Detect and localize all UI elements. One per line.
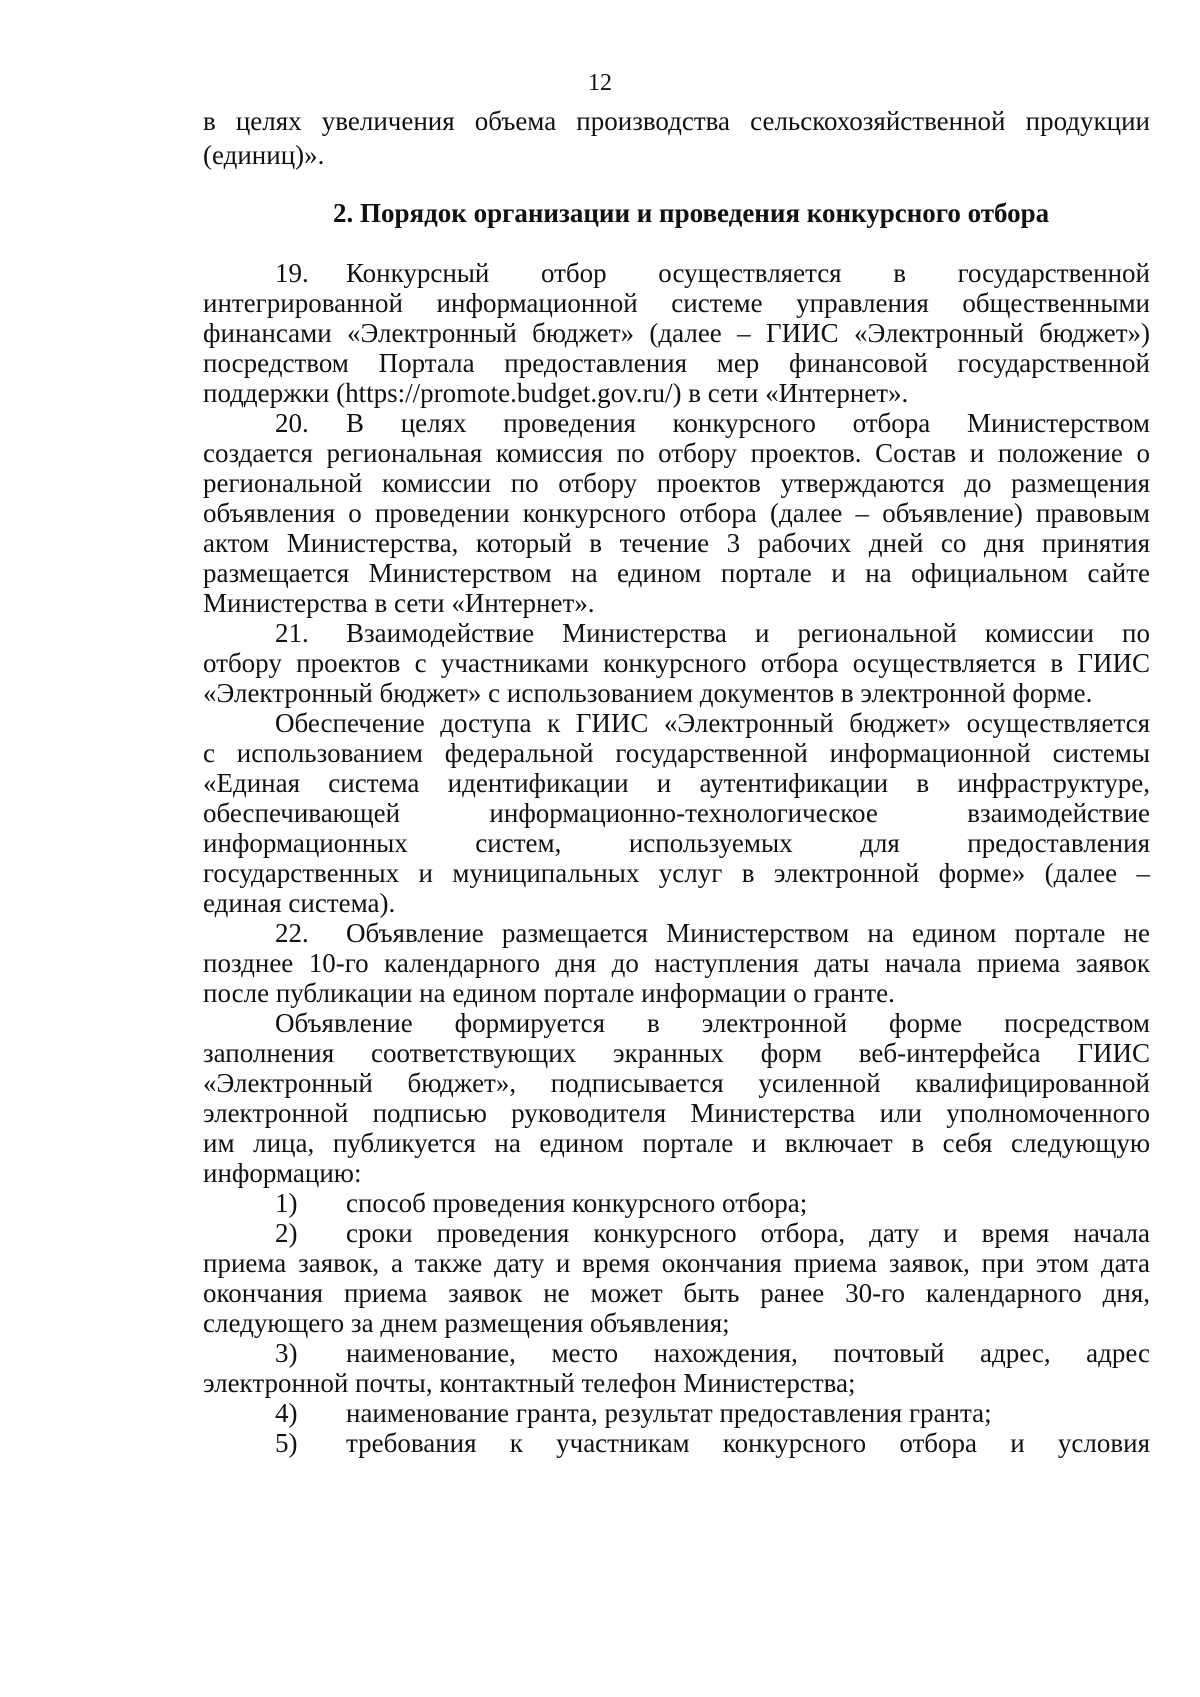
list-item-text: требования к участникам конкурсного отбора и условия xyxy=(346,1428,1150,1458)
text-line: региональной комиссии по отбору проектов утверждаются до размещения xyxy=(203,468,1150,498)
text-line: после публикации на едином портале информации о гранте. xyxy=(203,978,895,1008)
text-line: посредством Портала предоставления мер финансовой государственной xyxy=(203,348,1150,378)
page-number: 12 xyxy=(588,70,612,96)
list-item-text: способ проведения конкурсного отбора; xyxy=(346,1188,808,1218)
list-item-number: 4) xyxy=(275,1398,298,1428)
list-item-number: 5) xyxy=(275,1428,298,1458)
paragraph-number: 19. xyxy=(275,258,309,288)
text-line: Министерства в сети «Интернет». xyxy=(203,588,595,618)
text-line: обеспечивающей информационно-технологическое взаимодействие xyxy=(203,798,1150,828)
text-line: актом Министерства, который в течение 3 рабочих дней со дня принятия xyxy=(203,528,1150,558)
text-line: Объявление формируется в электронной форме посредством xyxy=(275,1008,1150,1038)
paragraph-number: 20. xyxy=(275,408,309,438)
list-item-text: наименование, место нахождения, почтовый адрес, адрес xyxy=(346,1338,1150,1368)
text-line: заполнения соответствующих экранных форм веб-интерфейса ГИИС xyxy=(203,1038,1150,1068)
text-line: финансами «Электронный бюджет» (далее – ГИИС «Электронный бюджет») xyxy=(203,318,1150,348)
list-item-text: сроки проведения конкурсного отбора, дату и время начала xyxy=(346,1218,1150,1248)
text-line: «Электронный бюджет» с использованием документов в электронной форме. xyxy=(203,678,1093,708)
text-line: поддержки (https://promote.budget.gov.ru/) в сети «Интернет». xyxy=(203,378,909,408)
text-line: Обеспечение доступа к ГИИС «Электронный бюджет» осуществляется xyxy=(275,708,1150,738)
text-line: «Электронный бюджет», подписывается усиленной квалифицированной xyxy=(203,1068,1150,1098)
text-line: единая система). xyxy=(203,888,396,918)
text-line: государственных и муниципальных услуг в электронной форме» (далее – xyxy=(203,858,1150,888)
list-item-number: 3) xyxy=(275,1338,298,1368)
text-line: интегрированной информационной системе управления общественными xyxy=(203,288,1150,318)
text-line: Объявление размещается Министерством на едином портале не xyxy=(346,918,1150,948)
text-line: размещается Министерством на едином портале и на официальном сайте xyxy=(203,558,1150,588)
text-line: позднее 10-го календарного дня до наступления даты начала приема заявок xyxy=(203,948,1150,978)
paragraph-number: 22. xyxy=(275,918,309,948)
text-line: электронной подписью руководителя Министерства или уполномоченного xyxy=(203,1098,1150,1128)
section-heading: 2. Порядок организации и проведения конкурсного отбора xyxy=(333,198,1050,228)
text-line: создается региональная комиссия по отбору проектов. Состав и положение о xyxy=(203,438,1150,468)
text-line: Конкурсный отбор осуществляется в государственной xyxy=(346,258,1150,288)
text-line: информационных систем, используемых для предоставления xyxy=(203,828,1150,858)
text-line: им лица, публикуется на едином портале и включает в себя следующую xyxy=(203,1128,1150,1158)
paragraph-number: 21. xyxy=(275,618,309,648)
text-line: (единиц)». xyxy=(203,140,325,170)
text-line: отбору проектов с участниками конкурсного отбора осуществляется в ГИИС xyxy=(203,648,1150,678)
list-item-number: 2) xyxy=(275,1218,298,1248)
text-line: «Единая система идентификации и аутентификации в инфраструктуре, xyxy=(203,768,1150,798)
list-item-number: 1) xyxy=(275,1188,298,1218)
text-line: В целях проведения конкурсного отбора Министерством xyxy=(346,408,1150,438)
text-line: электронной почты, контактный телефон Министерства; xyxy=(203,1368,856,1398)
text-line: с использованием федеральной государственной информационной системы xyxy=(203,738,1150,768)
text-line: объявления о проведении конкурсного отбора (далее – объявление) правовым xyxy=(203,498,1150,528)
text-line: в целях увеличения объема производства сельскохозяйственной продукции xyxy=(203,106,1150,136)
list-item-text: наименование гранта, результат предоставления гранта; xyxy=(346,1398,992,1428)
text-line: приема заявок, а также дату и время окончания приема заявок, при этом дата xyxy=(203,1248,1150,1278)
text-line: Взаимодействие Министерства и региональной комиссии по xyxy=(346,618,1150,648)
text-line: информацию: xyxy=(203,1158,362,1188)
text-line: следующего за днем размещения объявления; xyxy=(203,1308,730,1338)
text-line: окончания приема заявок не может быть ранее 30-го календарного дня, xyxy=(203,1278,1150,1308)
